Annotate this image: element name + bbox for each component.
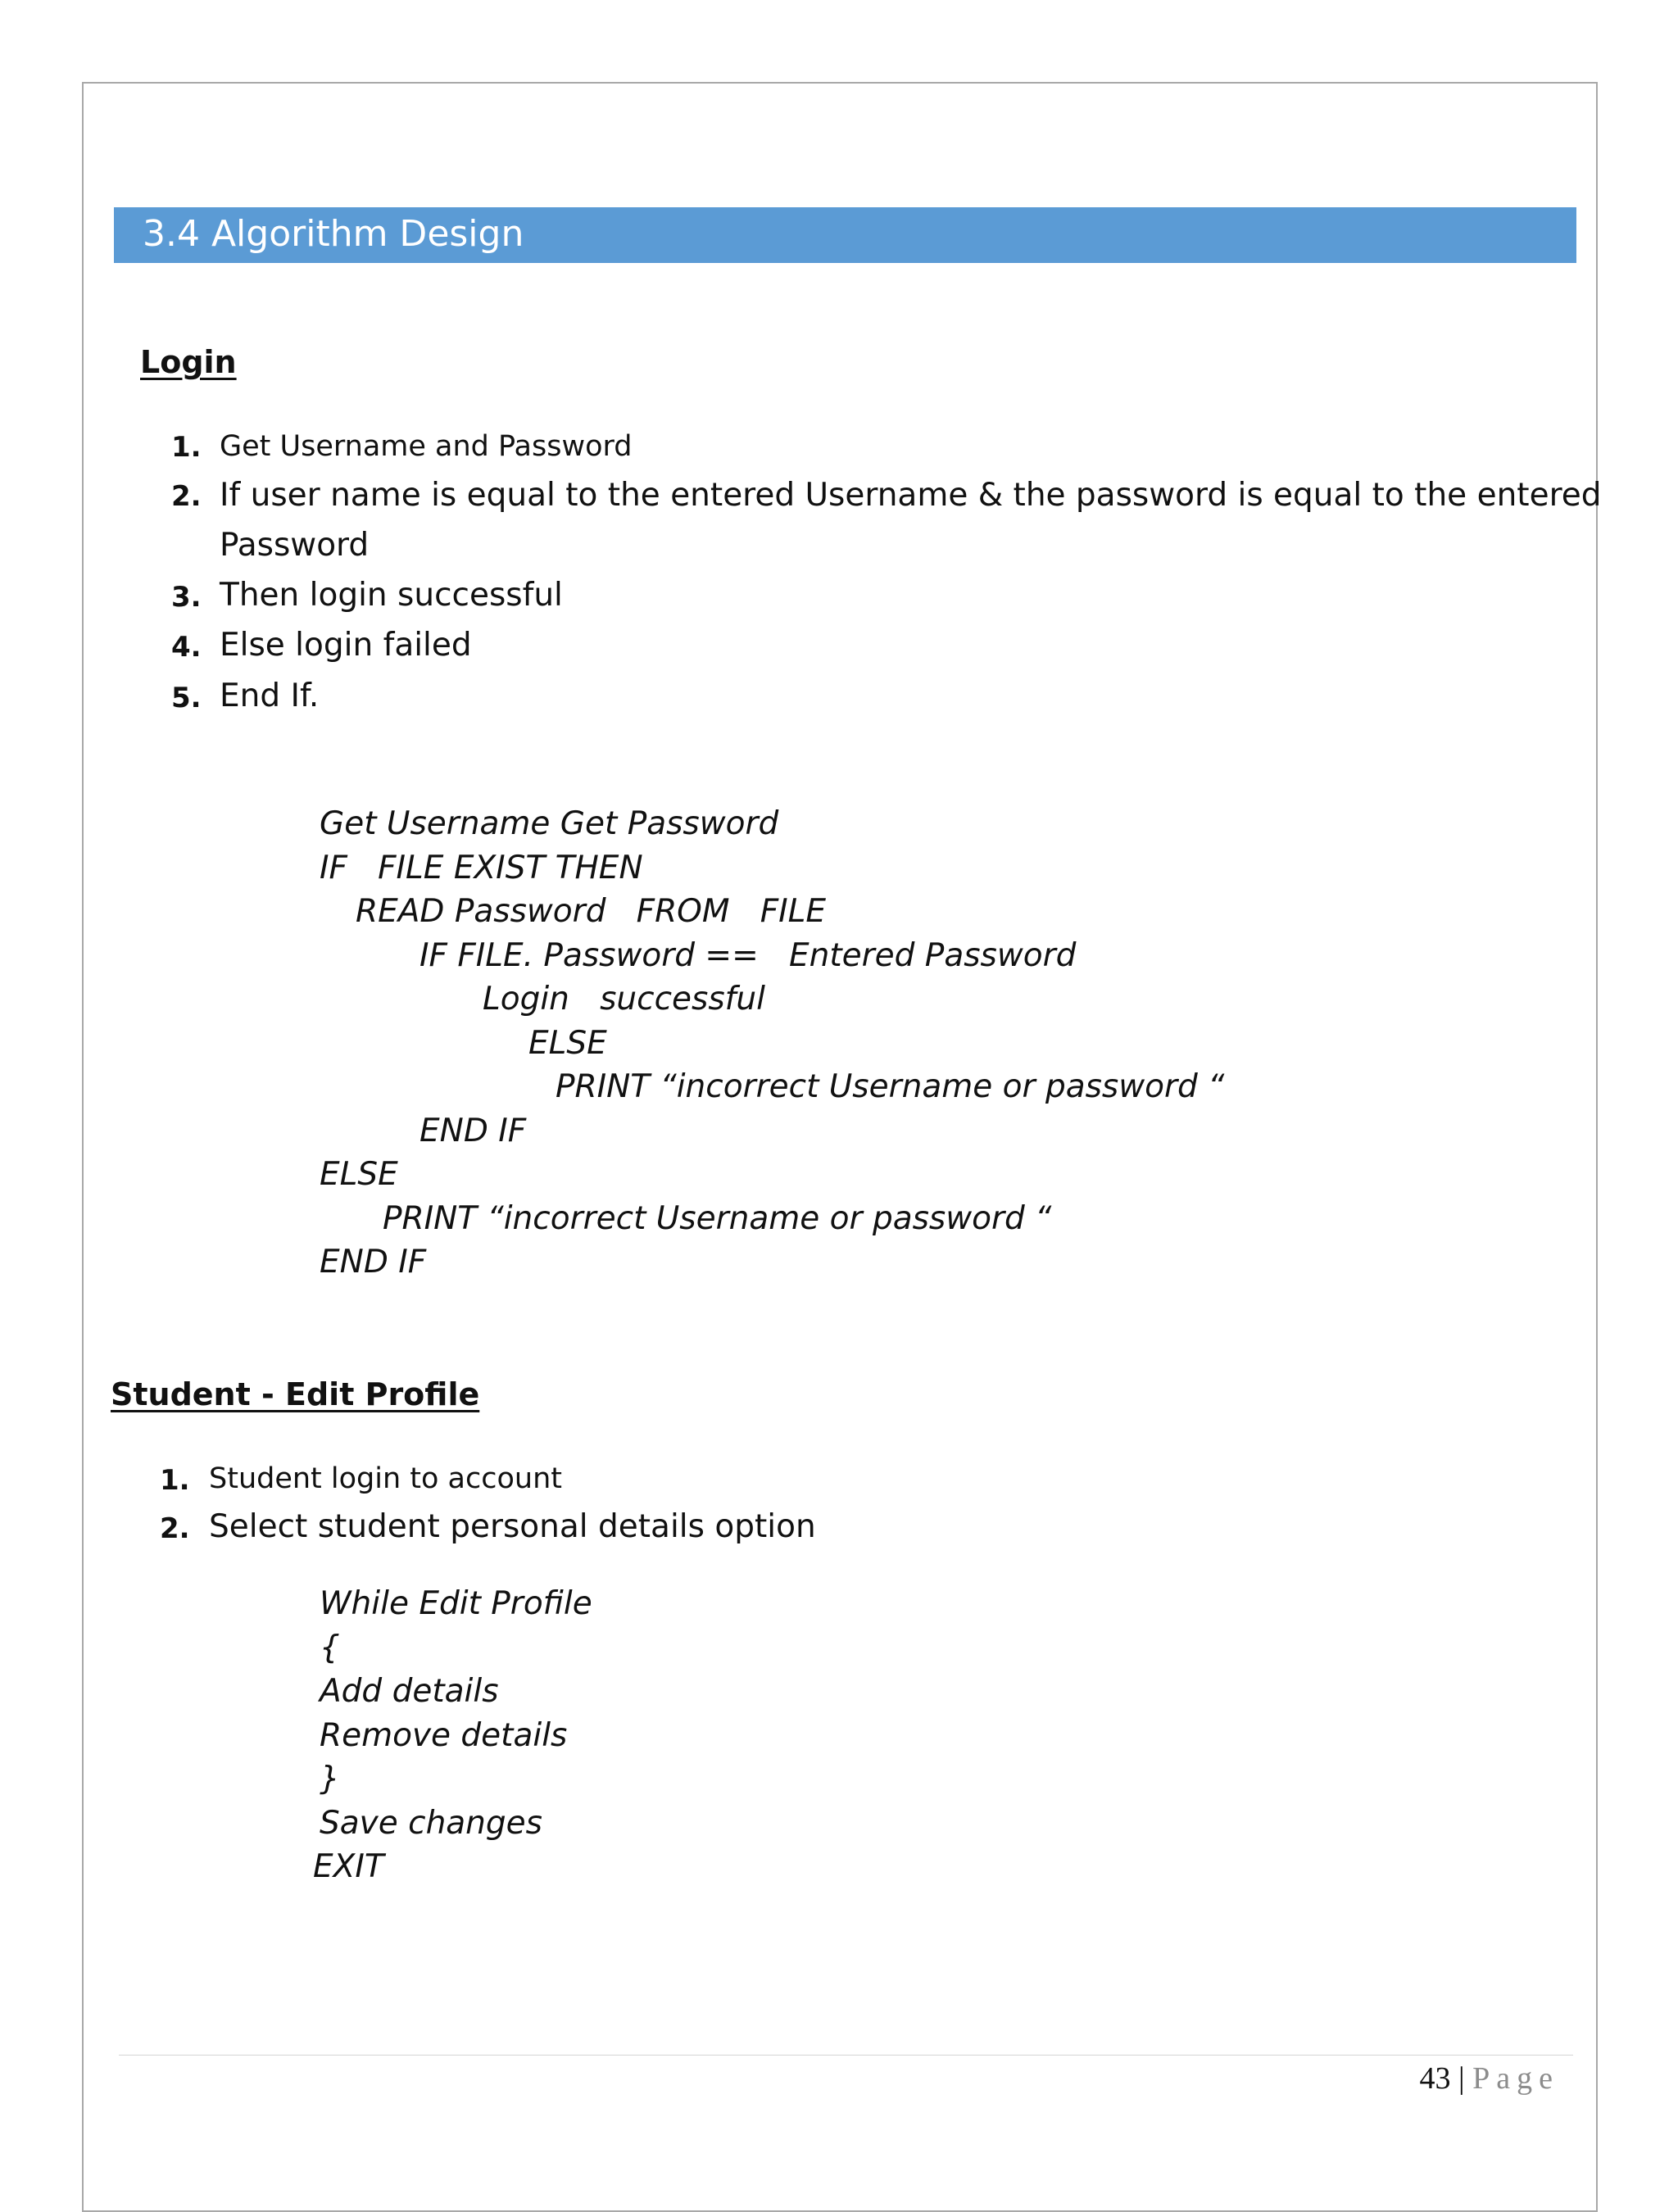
code-line: END IF — [420, 1113, 527, 1149]
code-line: { — [320, 1630, 340, 1666]
footer-rule — [119, 2055, 1573, 2056]
page-number: 43 — [1419, 2061, 1451, 2096]
page-separator: | — [1450, 2061, 1473, 2096]
code-line: READ Password FROM FILE — [356, 893, 827, 930]
list-number: 1. — [160, 1464, 190, 1497]
code-line: While Edit Profile — [320, 1585, 592, 1622]
edit-profile-heading: Student - Edit Profile — [111, 1376, 480, 1412]
list-number: 1. — [171, 431, 202, 464]
list-number: 2. — [171, 480, 202, 513]
code-line: IF FILE EXIST THEN — [320, 850, 643, 886]
code-line: EXIT — [313, 1848, 384, 1885]
code-line: Add details — [320, 1673, 499, 1710]
code-line: ELSE — [320, 1156, 398, 1193]
list-number: 5. — [171, 682, 202, 714]
code-line: Get Username Get Password — [320, 805, 779, 842]
code-line: ELSE — [528, 1025, 607, 1062]
code-line: Save changes — [320, 1805, 542, 1842]
list-number: 2. — [160, 1512, 190, 1545]
page-border — [82, 82, 1602, 2212]
code-line: Remove details — [320, 1717, 568, 1754]
section-title: 3.4 Algorithm Design — [143, 213, 524, 255]
list-item: Then login successful — [220, 577, 563, 614]
code-line: END IF — [320, 1244, 427, 1281]
code-line: } — [320, 1761, 340, 1797]
list-item: If user name is equal to the entered Username & the password is equal to the entered — [220, 477, 1602, 514]
list-item: Student login to account — [209, 1462, 562, 1495]
list-number: 3. — [171, 581, 202, 614]
login-heading: Login — [140, 344, 237, 380]
list-item: Else login failed — [220, 627, 472, 664]
code-line: Login successful — [483, 981, 765, 1018]
list-item: Select student personal details option — [209, 1508, 816, 1545]
code-line: PRINT “incorrect Username or password “ — [556, 1068, 1225, 1105]
list-item: Get Username and Password — [220, 430, 633, 463]
list-number: 4. — [171, 631, 202, 664]
page-footer — [1420, 2060, 1559, 2096]
section-banner — [114, 207, 1576, 263]
list-item: End If. — [220, 678, 320, 714]
list-item-continuation: Password — [220, 527, 370, 564]
code-line: PRINT “incorrect Username or password “ — [383, 1200, 1052, 1237]
code-line: IF FILE. Password == Entered Password — [420, 937, 1077, 974]
page-label: Page — [1472, 2061, 1559, 2096]
